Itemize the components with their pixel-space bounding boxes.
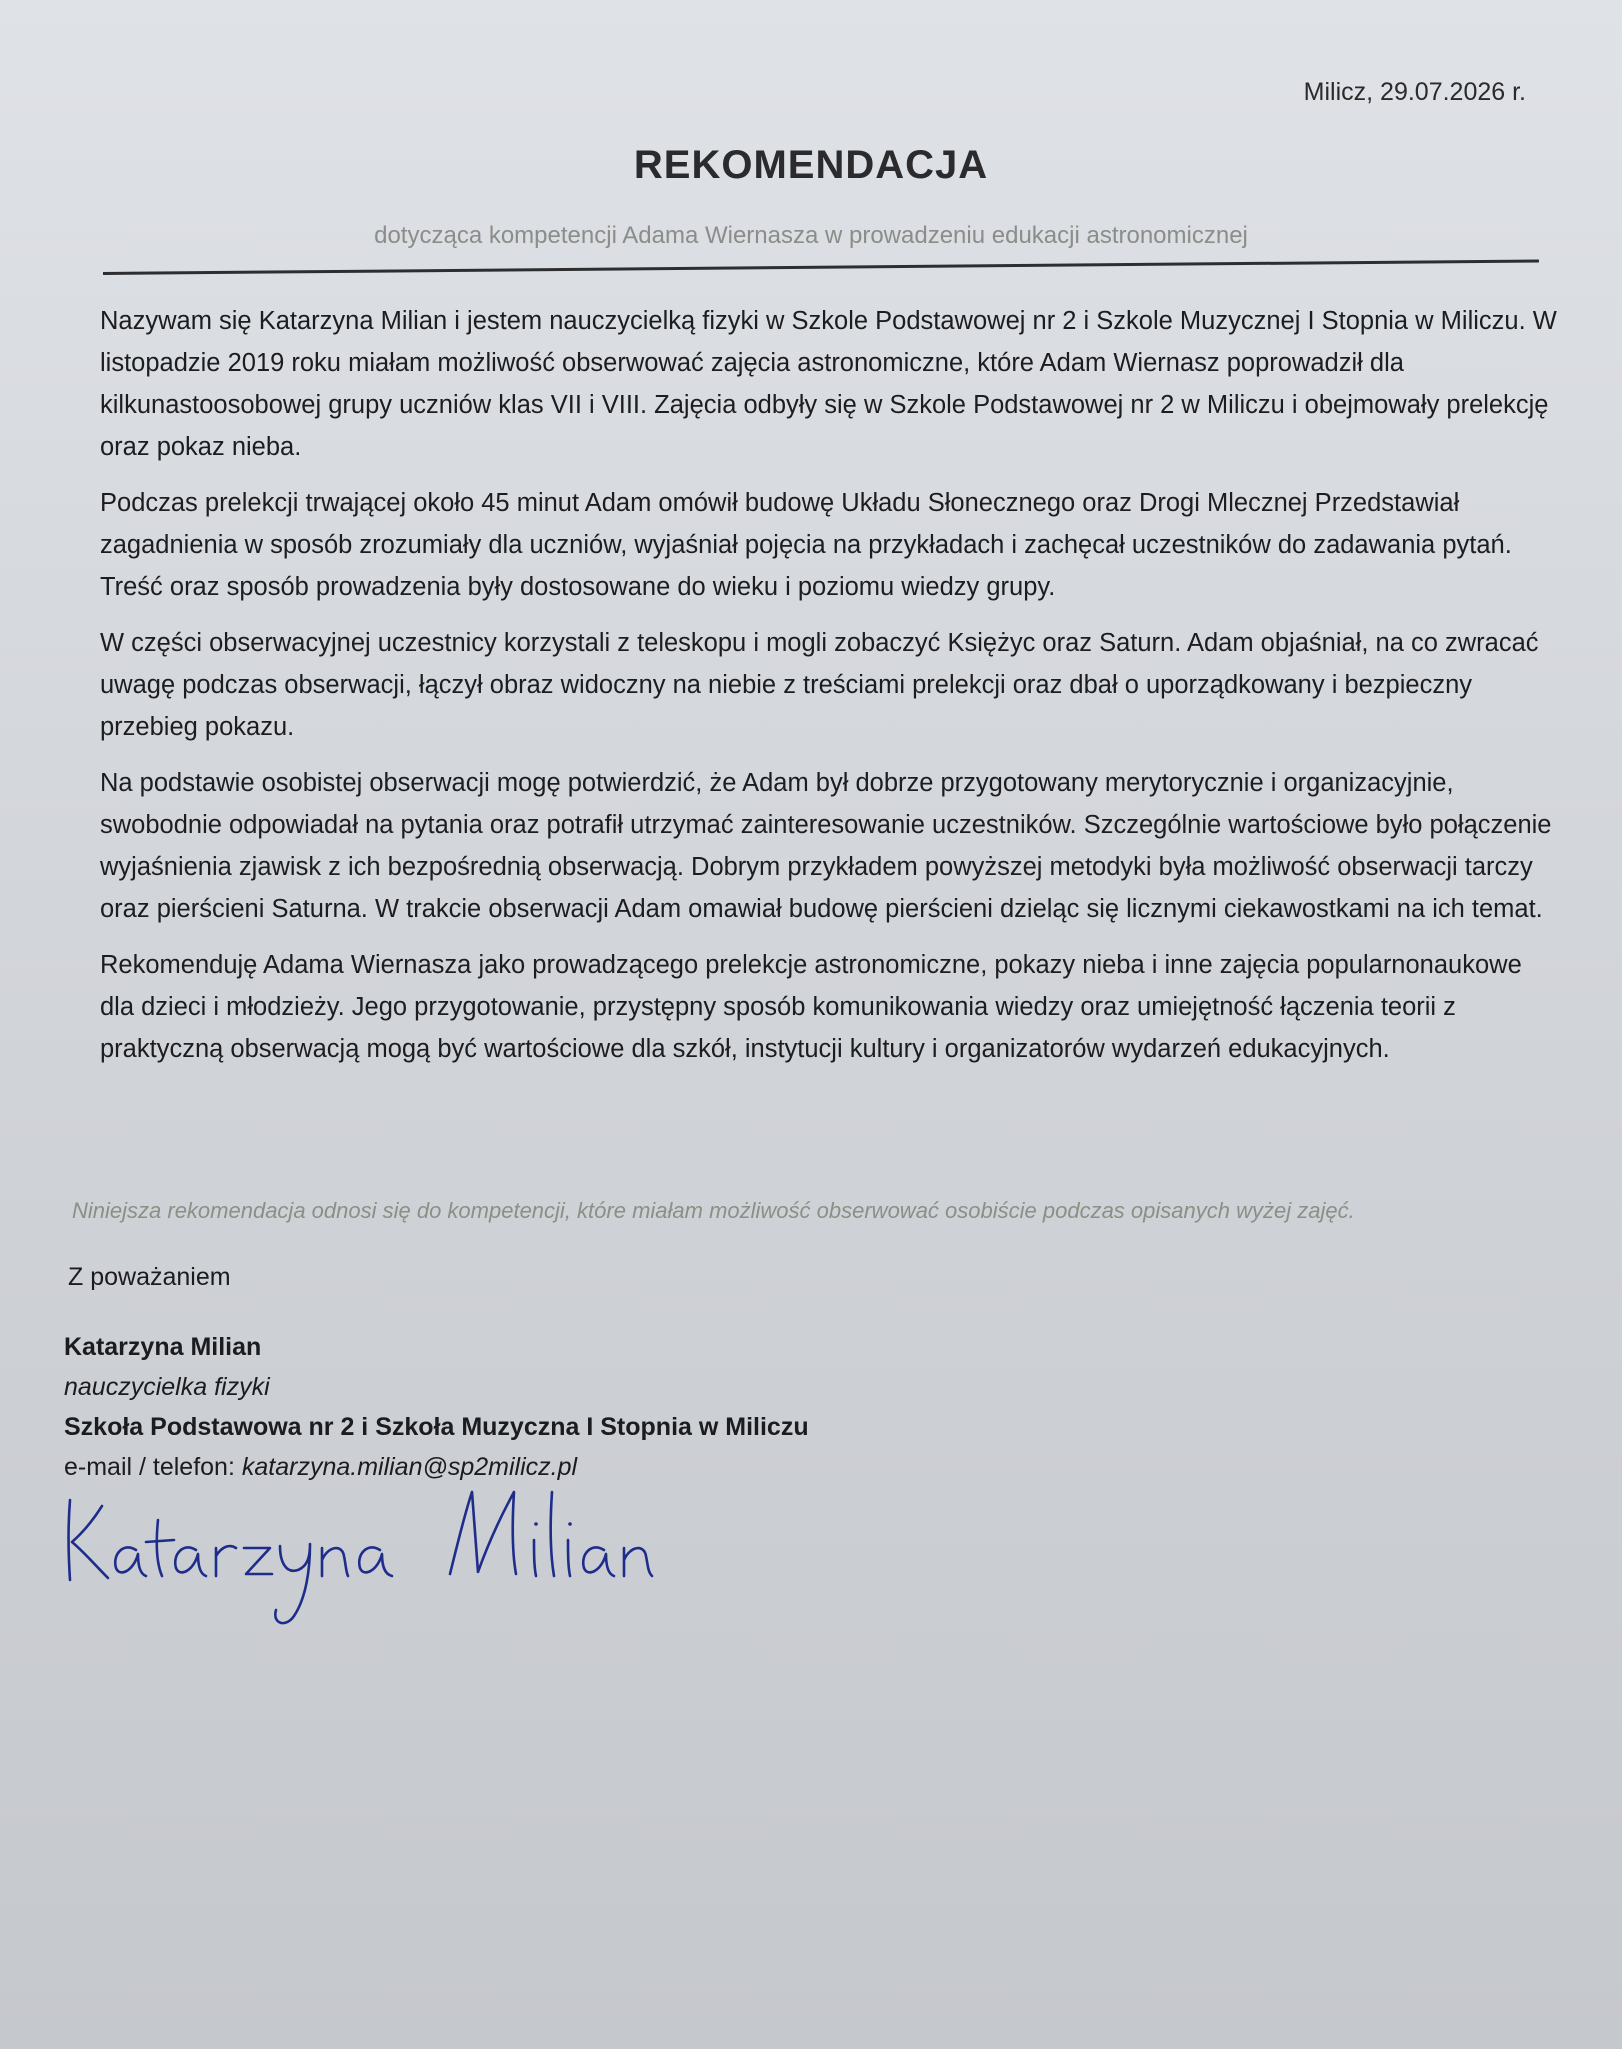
contact-email: katarzyna.milian@sp2milicz.pl (241, 1453, 578, 1481)
signer-school: Szkoła Podstawowa nr 2 i Szkoła Muzyczna I Stopnia w Miliczu (64, 1413, 809, 1441)
document-title: REKOMENDACJA (633, 143, 989, 187)
contact-label: e-mail / telefon: (64, 1453, 242, 1481)
paragraph-lecture: Podczas prelekcji trwającej około 45 minut Adam omówił budowę Układu Słonecznego oraz Drogi Mlecznej Przedstawiał zagadnienia w sposób zrozumiały dla uczniów, wyjaśniał pojęcia na przykładach i zachęcał uczestników do zadawania pytań. Treść oraz sposób prowadzenia były dostosowane do wieku i poziomu wiedzy grupy. (100, 489, 1512, 601)
handwritten-signature (58, 1470, 658, 1630)
signer-role: nauczycielka fizyki (64, 1373, 270, 1401)
document-subtitle: dotycząca kompetencji Adama Wiernasza w prowadzeniu edukacji astronomicznej (374, 222, 1248, 249)
paragraph-introduction: Nazywam się Katarzyna Milian i jestem nauczycielką fizyki w Szkole Podstawowej nr 2 i Szkole Muzycznej I Stopnia w Miliczu. W listopadzie 2019 roku miałam możliwość obserwować zajęcia astronomiczne, które Adam Wiernasz poprowadził dla kilkunastoosobowej grupy uczniów klas VII i VIII. Zajęcia odbyły się w Szkole Podstawowej nr 2 w Miliczu i obejmowały prelekcję oraz pokaz nieba. (100, 307, 1557, 461)
signer-name: Katarzyna Milian (64, 1333, 262, 1361)
closing-salutation: Z poważaniem (68, 1263, 231, 1291)
letter-body (100, 300, 1560, 1084)
document-date: Milicz, 29.07.2026 r. (1303, 78, 1526, 106)
paragraph-recommendation: Rekomenduję Adama Wiernasza jako prowadzącego prelekcje astronomiczne, pokazy nieba i inne zajęcia popularnonaukowe dla dzieci i młodzieży. Jego przygotowanie, przystępny sposób komunikowania wiedzy oraz umiejętność łączenia teorii z praktyczną obserwacją mogą być wartościowe dla szkół, instytucji kultury i organizatorów wydarzeń edukacyjnych. (100, 951, 1522, 1063)
paragraph-observation: W części obserwacyjnej uczestnicy korzystali z teleskopu i mogli zobaczyć Księżyc oraz Saturn. Adam objaśniał, na co zwracać uwagę podczas obserwacji, łączył obraz widoczny na niebie z treściami prelekcji oraz dbał o uporządkowany i bezpieczny przebieg pokazu. (100, 629, 1539, 741)
title-divider (103, 259, 1539, 275)
paragraph-assessment: Na podstawie osobistej obserwacji mogę potwierdzić, że Adam był dobrze przygotowany merytorycznie i organizacyjnie, swobodnie odpowiadał na pytania oraz potrafił utrzymać zainteresowanie uczestników. Szczególnie wartościowe było połączenie wyjaśnienia zjawisk z ich bezpośrednią obserwacją. Dobrym przykładem powyższej metodyki była możliwość obserwacji tarczy oraz pierścieni Saturna. W trakcie obserwacji Adam omawiał budowę pierścieni dzieląc się licznymi ciekawostkami na ich temat. (100, 769, 1552, 923)
disclaimer-note: Niniejsza rekomendacja odnosi się do kompetencji, które miałam możliwość obserwować osobiście podczas opisanych wyżej zajęć. (72, 1198, 1355, 1223)
signature-block (64, 1327, 809, 1487)
